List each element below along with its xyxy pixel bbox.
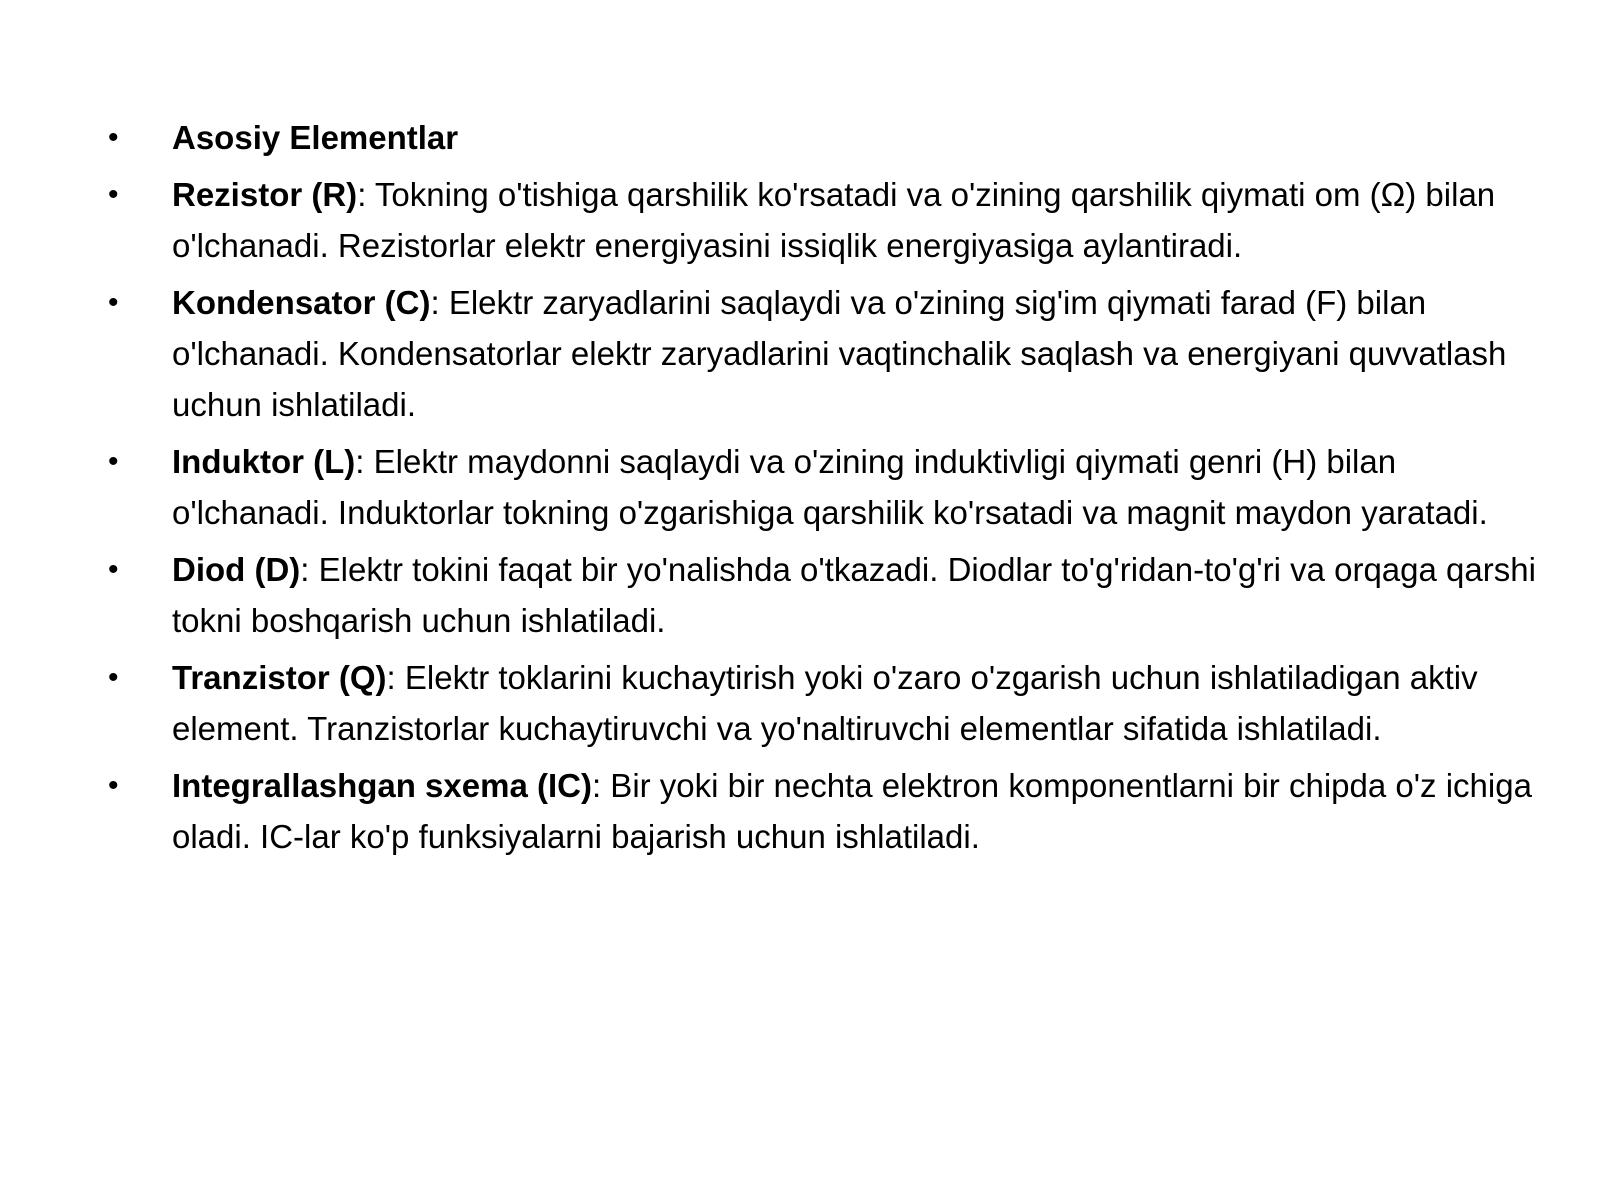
term-transistor: Tranzistor (Q) [172, 659, 387, 696]
item-text: : Bir yoki bir nechta elektron komponentlarni bir chipda o'z ichiga oladi. IC-lar ko'p funksiyalarni bajarish uchun ishlatiladi. [172, 767, 1532, 855]
item-text: : Tokning o'tishiga qarshilik ko'rsatadi va o'zining qarshilik qiymati om (Ω) bilan o'lchanadi. Rezistorlar elektr energiyasini issiqlik energiyasiga aylantiradi. [172, 176, 1496, 264]
list-item [108, 169, 1548, 271]
term-integrated-circuit: Integrallashgan sxema (IC) [172, 767, 592, 804]
item-text: : Elektr maydonni saqlaydi va o'zining induktivligi qiymati genri (H) bilan o'lchanadi. Induktorlar tokning o'zgarishiga qarshilik ko'rsatadi va magnit maydon yaratadi. [172, 443, 1488, 531]
list-item [108, 112, 1548, 163]
bullet-icon: • [108, 769, 119, 802]
bullet-icon: • [108, 121, 119, 154]
bullet-list [108, 112, 1548, 862]
item-text: : Elektr toklarini kuchaytirish yoki o'zaro o'zgarish uchun ishlatiladigan aktiv element. Tranzistorlar kuchaytiruvchi va yo'naltiruvchi elementlar sifatida ishlatiladi. [172, 659, 1478, 747]
slide-content [108, 112, 1548, 868]
bullet-icon: • [108, 178, 119, 211]
list-item [108, 760, 1548, 862]
item-text: : Elektr zaryadlarini saqlaydi va o'zining sig'im qiymati farad (F) bilan o'lchanadi. Kondensatorlar elektr zaryadlarini vaqtinchalik saqlash va energiyani quvvatlash uchun ishlatiladi. [172, 284, 1507, 423]
bullet-icon: • [108, 445, 119, 478]
bullet-icon: • [108, 661, 119, 694]
term-resistor: Rezistor (R) [172, 176, 358, 213]
list-item [108, 277, 1548, 430]
bullet-icon: • [108, 553, 119, 586]
term-capacitor: Kondensator (C) [172, 284, 431, 321]
term-diode: Diod (D) [172, 551, 301, 588]
item-text: : Elektr tokini faqat bir yo'nalishda o'tkazadi. Diodlar to'g'ridan-to'g'ri va orqaga qarshi tokni boshqarish uchun ishlatiladi. [172, 551, 1536, 639]
heading-term: Asosiy Elementlar [172, 119, 459, 156]
list-item [108, 544, 1548, 646]
term-inductor: Induktor (L) [172, 443, 356, 480]
bullet-icon: • [108, 286, 119, 319]
list-item [108, 436, 1548, 538]
list-item [108, 652, 1548, 754]
